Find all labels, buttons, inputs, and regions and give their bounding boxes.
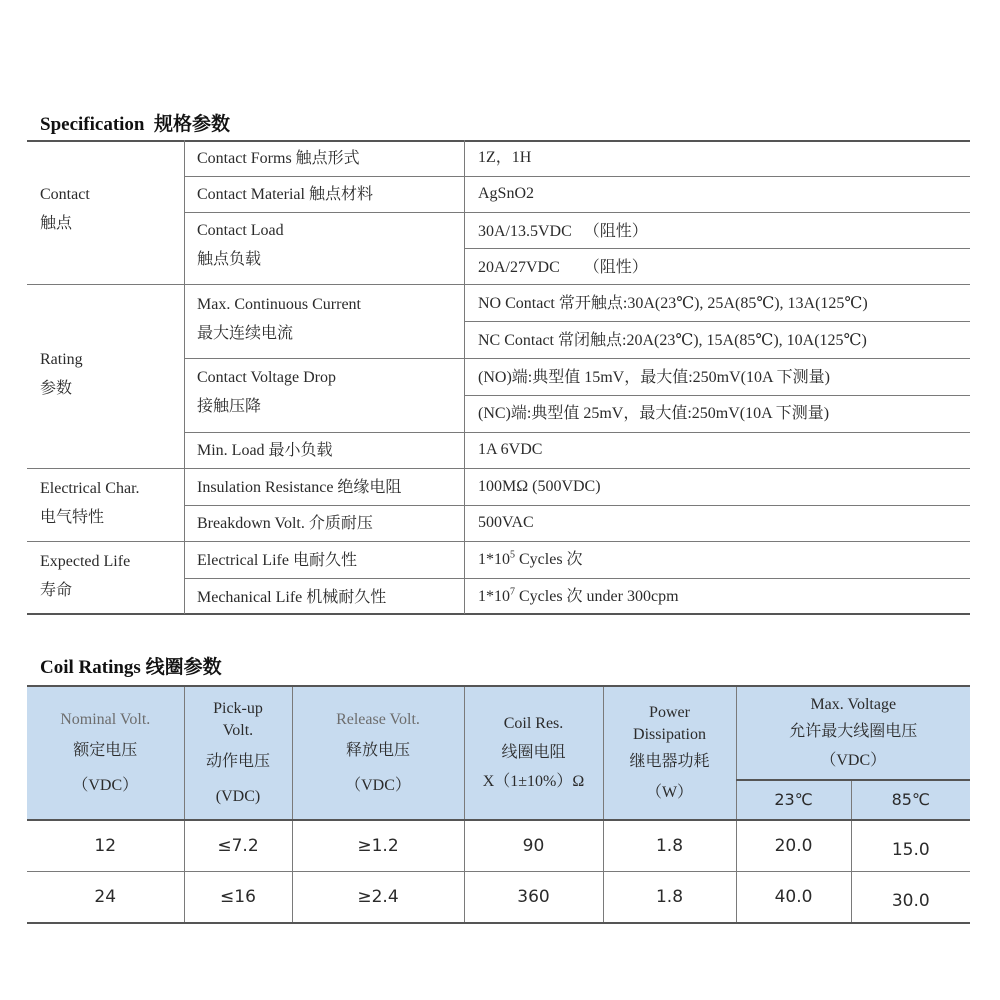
life-rest: Cycles 次 under 300cpm (515, 588, 679, 605)
value-contact-material: AgSnO2 (478, 185, 535, 202)
item-label-cn: 机械耐久性 (306, 587, 387, 606)
item-label-cn: 电耐久性 (292, 550, 357, 569)
item-label-en: Min. Load (197, 442, 265, 459)
item-max-continuous-current (197, 291, 361, 347)
group-life-cn: 寿命 (40, 580, 73, 599)
header-cn: 额定电压 (73, 740, 138, 759)
item-contact-material (197, 180, 373, 209)
cell-max-85: 15.0 (851, 820, 970, 872)
item-mechanical-life (197, 583, 386, 612)
item-contact-load (197, 217, 284, 273)
cell-coil-res: 360 (464, 872, 603, 924)
item-contact-voltage-drop (197, 364, 336, 420)
item-label-en: Contact Load (197, 222, 284, 239)
spec-row-line (184, 212, 970, 213)
spec-row-line (184, 505, 970, 506)
header-en: Release Volt. (336, 711, 420, 728)
cell-power: 1.8 (603, 872, 736, 924)
coil-title-en: Coil Ratings (40, 657, 141, 678)
item-insulation-resistance (197, 473, 401, 502)
life-rest: Cycles 次 (515, 551, 583, 568)
group-electrical (40, 475, 140, 531)
header-en: Max. Voltage (810, 696, 897, 713)
cell-pickup: ≤7.2 (184, 820, 292, 872)
group-rating-en: Rating (40, 351, 83, 368)
spec-group-line (27, 284, 970, 285)
header-coil-res (464, 686, 603, 820)
group-electrical-en: Electrical Char. (40, 480, 140, 497)
cell-max-23: 40.0 (736, 872, 851, 924)
item-label-cn: 绝缘电阻 (337, 477, 402, 496)
header-nominal-volt (27, 686, 184, 820)
spec-row-line (464, 248, 970, 249)
cell-release: ≥2.4 (292, 872, 464, 924)
item-label-cn: 介质耐压 (308, 513, 373, 532)
spec-col-divider (184, 140, 185, 614)
table-row (27, 820, 970, 872)
group-rating-cn: 参数 (40, 378, 73, 397)
item-label-cn: 接触压降 (197, 396, 262, 415)
group-contact (40, 181, 90, 237)
header-unit: （VDC） (72, 777, 139, 794)
table-row (27, 872, 970, 924)
cell-power: 1.8 (603, 820, 736, 872)
header-cn: 动作电压 (205, 751, 270, 770)
item-breakdown-volt (197, 509, 373, 538)
item-label-en: Contact Material (197, 186, 305, 203)
header-unit: (VDC) (215, 788, 261, 805)
header-en: Nominal Volt. (60, 711, 151, 728)
spec-top-border (27, 140, 970, 142)
item-label-en: Insulation Resistance (197, 479, 334, 496)
item-label-en: Mechanical Life (197, 589, 303, 606)
life-base: 1*10 (478, 588, 510, 605)
coil-section-title (40, 652, 222, 679)
spec-title-cn: 规格参数 (154, 113, 231, 135)
spec-group-line (27, 468, 970, 469)
value-no-current: NO Contact 常开触点:30A(23℃), 25A(85℃), 13A(125℃) (478, 295, 868, 312)
header-cn: 允许最大线圈电压 (789, 721, 918, 740)
header-en: Coil Res. (503, 715, 564, 732)
header-release-volt (292, 686, 464, 820)
value-nc-voltage-drop: (NC)端:典型值 25mV，最大值:250mV(10A 下测量) (478, 405, 830, 422)
value-contact-load-2 (478, 253, 648, 282)
cell-nominal: 12 (27, 820, 184, 872)
item-electrical-life (197, 546, 357, 575)
group-electrical-cn: 电气特性 (40, 507, 105, 526)
value-min-load: 1A 6VDC (478, 441, 543, 458)
spec-col-divider (464, 140, 465, 614)
life-exponent: 7 (510, 586, 515, 598)
item-label-cn: 最大连续电流 (197, 323, 294, 342)
header-unit: （W） (645, 784, 694, 801)
cell-nominal: 24 (27, 872, 184, 924)
item-min-load (197, 436, 333, 465)
value-no-voltage-drop: (NO)端:典型值 15mV，最大值:250mV(10A 下测量) (478, 369, 830, 386)
load-value: 30A/13.5VDC (478, 223, 572, 240)
item-label-en: Breakdown Volt. (197, 515, 305, 532)
item-label-en: Max. Continuous Current (197, 296, 361, 313)
cell-max-23: 20.0 (736, 820, 851, 872)
item-label-en: Contact Forms (197, 150, 292, 167)
header-max-voltage (736, 686, 970, 780)
spec-group-line (27, 541, 970, 542)
load-value: 20A/27VDC (478, 259, 560, 276)
group-contact-cn: 触点 (40, 213, 73, 232)
life-base: 1*10 (478, 551, 510, 568)
spec-row-line (184, 432, 970, 433)
header-unit: X（1±10%）Ω (482, 773, 585, 790)
load-type: （阻性） (583, 221, 648, 240)
group-contact-en: Contact (40, 186, 90, 203)
cell-max-85: 30.0 (851, 872, 970, 924)
header-pickup-volt (184, 686, 292, 820)
header-en: Pick-up Volt. (213, 700, 263, 739)
spec-row-line (184, 578, 970, 579)
item-label-cn: 触点形式 (295, 148, 360, 167)
cell-pickup: ≤16 (184, 872, 292, 924)
value-insulation-resistance: 100MΩ (500VDC) (478, 478, 601, 495)
cell-coil-res: 90 (464, 820, 603, 872)
spec-title-en: Specification (40, 114, 145, 135)
spec-section-title (40, 109, 230, 136)
value-contact-load-1 (478, 217, 648, 246)
item-contact-forms (197, 144, 360, 173)
header-en: Power Dissipation (633, 704, 706, 743)
header-unit: （VDC） (820, 752, 887, 769)
spec-row-line (464, 395, 970, 396)
spec-row-line (184, 176, 970, 177)
item-label-cn: 触点负载 (197, 249, 262, 268)
item-label-cn: 触点材料 (308, 184, 373, 203)
header-cn: 线圈电阻 (501, 742, 566, 761)
coil-title-cn: 线圈参数 (145, 656, 222, 678)
spec-row-line (184, 358, 970, 359)
header-cn: 释放电压 (345, 740, 410, 759)
load-type: （阻性） (583, 257, 648, 276)
header-temp-23: 23℃ (736, 780, 851, 820)
header-temp-85: 85℃ (851, 780, 970, 820)
group-life (40, 548, 130, 604)
group-life-en: Expected Life (40, 553, 131, 570)
cell-release: ≥1.2 (292, 820, 464, 872)
value-electrical-life (478, 546, 583, 574)
spec-row-line (464, 321, 970, 322)
header-cn: 继电器功耗 (629, 751, 710, 770)
life-exponent: 5 (510, 549, 515, 561)
header-power-dissipation (603, 686, 736, 820)
spec-table (27, 140, 970, 614)
group-rating (40, 346, 83, 402)
spec-bottom-border (27, 613, 970, 615)
value-mechanical-life (478, 583, 679, 611)
coil-table (27, 685, 970, 924)
item-label-en: Electrical Life (197, 552, 289, 569)
item-label-en: Contact Voltage Drop (197, 369, 336, 386)
value-nc-current: NC Contact 常闭触点:20A(23℃), 15A(85℃), 10A(125℃) (478, 332, 867, 349)
value-breakdown-volt: 500VAC (478, 514, 534, 531)
header-unit: （VDC） (345, 777, 411, 794)
value-contact-forms: 1Z，1H (478, 149, 532, 166)
item-label-cn: 最小负载 (268, 440, 333, 459)
